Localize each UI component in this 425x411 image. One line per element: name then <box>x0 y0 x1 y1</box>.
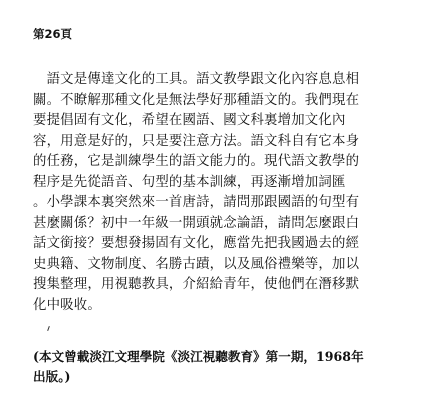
article-line: 。小學課本裏突然來一首唐詩，請問那跟國語的句型有 <box>33 195 360 210</box>
article-body <box>33 70 403 316</box>
article-line: 的任務，它是訓練學生的語文能力的。現代語文教學的 <box>33 154 360 169</box>
article-line: 程序是先從語音、句型的基本訓練，再逐漸增加詞匯 <box>33 174 346 190</box>
citation-line: 出版。) <box>33 369 71 384</box>
article-line: 容，用意是好的，只是要注意方法。語文科自有它本身 <box>33 133 360 149</box>
citation-line: (本文曾載淡江文理學院《淡江視聽教育》第一期，1968年 <box>33 349 364 364</box>
article-line: 甚麼關係？初中一年級一開頭就念論語，請問怎麼跟白 <box>33 215 360 231</box>
article-line: 史典籍、文物制度、名勝古蹟，以及風俗禮樂等，加以 <box>33 256 360 272</box>
article-line: 話文銜接？要想發揚固有文化，應當先把我國過去的經 <box>33 236 360 251</box>
stray-pen-mark <box>47 326 50 331</box>
citation-note <box>33 347 413 387</box>
article-line: 關。不瞭解那種文化是無法學好那種語文的。我們現在 <box>33 92 360 108</box>
article-line: 搜集整理，用視聽教具，介紹給青年，使他們在潛移默 <box>33 277 360 292</box>
article-line: 要提倡固有文化，希望在國語、國文科裏增加文化內 <box>33 113 346 128</box>
article-line: 化中吸收。 <box>33 297 101 313</box>
article-line: 語文是傳達文化的工具。語文教學跟文化內容息息相 <box>33 72 360 87</box>
page-number: 第26頁 <box>33 27 73 41</box>
